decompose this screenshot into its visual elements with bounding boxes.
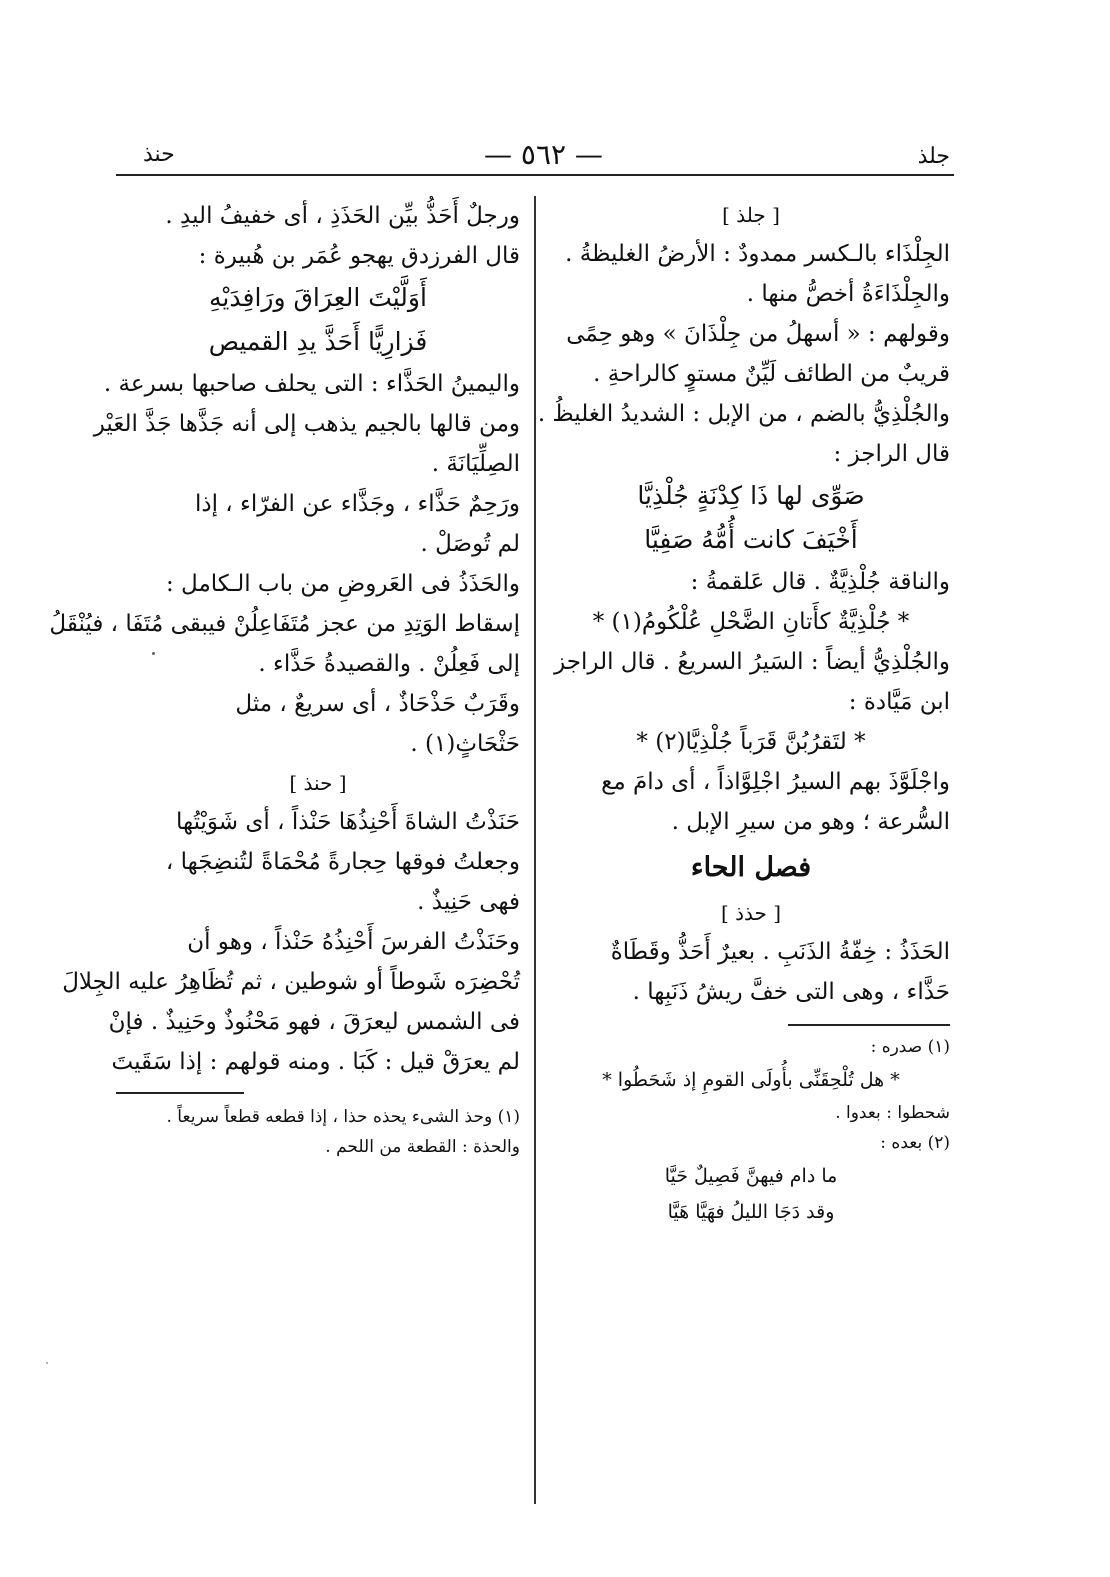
text-line: الصِلِّيَانَةَ . bbox=[431, 451, 520, 477]
text-line: تُحْضِرَه شَوطاً أو شوطين ، ثم تُظَاهِرُ عليه الجِلالَ bbox=[62, 969, 520, 995]
header-root-word-left: حنذ bbox=[143, 142, 175, 167]
right-column bbox=[537, 196, 950, 1230]
section-heading-hanadh: [ حنذ ] bbox=[289, 771, 347, 795]
page-number: — ٥٦٢ — bbox=[484, 138, 603, 171]
verse-line: أَخْيَفَ كانت أُمُّهُ صَفِيَّا bbox=[644, 525, 858, 554]
footnote-verse: ما دام فيهنَّ فَصِيلٌ حَيَّا bbox=[664, 1164, 838, 1187]
text-line: والجِلْذَاءَةُ أخصُّ منها . bbox=[746, 281, 950, 307]
text-line: ومن قالها بالجيم يذهب إلى أنه جَذَّها جَذَّ العَيْر bbox=[93, 411, 520, 437]
text-line: قال الراجز : bbox=[833, 441, 950, 467]
left-column bbox=[49, 196, 520, 1162]
text-line: إسقاط الوَتِدِ من عجز مُتَفَاعِلُنْ فيبقى مُتَفَا ، فيُنْقَلُ bbox=[49, 611, 520, 637]
paper-speck bbox=[46, 1362, 48, 1364]
text-line: الحَذَذُ : خِفّةُ الذَنَبِ . بعيرٌ أَحَذُّ وقَطَاةٌ bbox=[610, 939, 950, 965]
verse-line: صَوِّى لها ذَا كِدْنَةٍ جُلْذِيَّا bbox=[637, 481, 865, 510]
footnote-text: (١) وحذ الشىء يحذه حذا ، إذا قطعه قطعاً سريعاً . bbox=[166, 1106, 520, 1127]
text-line: فى الشمس ليعرَقَ ، فهو مَحْنُوذٌ وحَنِيذٌ . فإنْ bbox=[108, 1009, 520, 1035]
text-line: لم يعرَقْ قيل : كَبَا . ومنه قولهم : إذا سَقَيتَ bbox=[111, 1049, 520, 1075]
text-line: واجْلَوَّذَ بهم السيرُ اجْلِوَّاذاً ، أى دامَ مع bbox=[601, 769, 950, 795]
column-divider bbox=[534, 196, 536, 1504]
text-line: وحَنَذْتُ الفرسَ أَحْنِذُهُ حَنْذاً ، وهو أن bbox=[187, 929, 520, 955]
section-heading-hadhadh: [ حذذ ] bbox=[720, 901, 782, 925]
text-line: والجُلْذِيُّ أيضاً : السَيرُ السريعُ . قال الراجز bbox=[554, 649, 950, 675]
footnote-verse: * هل تُلْحِقَنِّى بأُولَى القومِ إذ شَحَطُوا * bbox=[602, 1068, 900, 1091]
footnote-label: (٢) بعده : bbox=[880, 1132, 950, 1153]
text-line: السُّرعة ؛ وهو من سيرِ الإبل . bbox=[671, 809, 950, 835]
verse-line: أَوَلَّيْتَ العِرَاقَ ورَافِدَيْهِ bbox=[209, 283, 427, 312]
text-line: ورجلٌ أَحَذُّ بيِّن الحَذَذِ ، أى خفيفُ اليدِ . bbox=[165, 203, 520, 229]
verse-line: فَزارِيًّا أَحَذَّ يدِ القميص bbox=[208, 327, 428, 356]
section-heading-jalad: [ جلذ ] bbox=[722, 203, 780, 227]
text-line: قريبٌ من الطائف لَيِّنٌ مستوٍ كالراحةِ . bbox=[593, 361, 950, 387]
text-line: إلى فَعِلُنْ . والقصيدةُ حَذَّاء . bbox=[258, 651, 520, 677]
text-line: وقولهم : « أسهلُ من جِلْذَانَ » وهو حِمًى bbox=[566, 321, 950, 347]
footnote-rule bbox=[116, 1092, 244, 1094]
footnote-label: (١) صدره : bbox=[870, 1036, 950, 1057]
text-line: وجعلتُ فوقها حِجارةً مُحْمَاةً لتُنضِجَها ، bbox=[165, 849, 520, 875]
footnote-verse: وقد دَجَا الليلُ فهَيَّا هَيَّا bbox=[667, 1200, 835, 1223]
text-line: والناقة جُلْذِيَّةٌ . قال عَلقمةُ : bbox=[690, 569, 950, 595]
verse-quote: * لتَقرُبُنَّ قَرَباً جُلْذِيَّا(٢) * bbox=[636, 729, 866, 755]
header-rule bbox=[116, 174, 954, 176]
text-line: فهى حَنِيذٌ . bbox=[417, 889, 520, 915]
text-line: وقَرَبٌ حَذْحَاذٌ ، أى سريعٌ ، مثل bbox=[235, 691, 520, 717]
chapter-heading: فصل الحاء bbox=[690, 852, 812, 883]
text-line: حَنَذْتُ الشاةَ أَحْنِذُهَا حَنْذاً ، أى شَوَيْتُها bbox=[175, 809, 520, 835]
footnote-rule bbox=[788, 1024, 950, 1026]
text-line: قال الفرزدق يهجو عُمَر بن هُبيرة : bbox=[198, 243, 520, 269]
verse-quote: * جُلْذِيَّةٌ كأَتانِ الضَّحْلِ عُلْكُومُ(١) * bbox=[592, 609, 910, 635]
text-line: واليمينُ الحَذَّاء : التى يحلف صاحبها بسرعة . bbox=[103, 371, 520, 397]
text-line: ورَحِمٌ حَذَّاء ، وجَذَّاء عن الفرّاء ، إذا bbox=[194, 491, 520, 517]
text-line: ابن مَيَّادة : bbox=[848, 689, 950, 715]
footnote-gloss: شحطوا : بعدوا . bbox=[835, 1102, 950, 1123]
text-line: حَثْحَاثٍ(١) . bbox=[410, 731, 520, 757]
header-root-word-right: جلذ bbox=[917, 144, 950, 169]
text-line: حَذَّاء ، وهى التى خفَّ ريشُ ذَنَبِها . bbox=[632, 979, 950, 1005]
text-line: لم تُوصَلْ . bbox=[420, 531, 520, 557]
text-line: والحَذَذُ فى العَروضِ من باب الـكامل : bbox=[165, 571, 520, 597]
footnote-text: والحذة : القطعة من اللحم . bbox=[325, 1136, 520, 1157]
text-line: الجِلْذَاء بالـكسر ممدودٌ : الأرضُ الغليظةُ . bbox=[565, 241, 950, 267]
text-line: والجُلْذِيُّ بالضم ، من الإبل : الشديدُ الغليظُ . bbox=[537, 401, 950, 427]
